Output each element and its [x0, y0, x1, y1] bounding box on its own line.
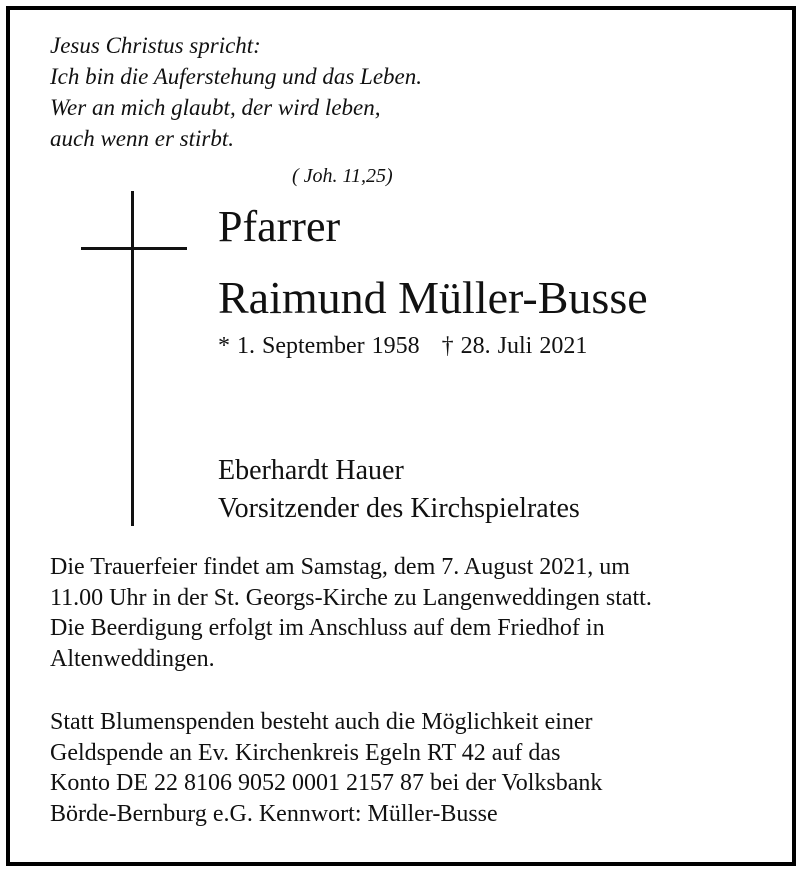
- funeral-line: Die Beerdigung erfolgt im Anschluss auf dem Friedhof in: [50, 615, 605, 641]
- verse-line: auch wenn er stirbt.: [50, 126, 234, 151]
- cross-bar: [81, 247, 187, 250]
- verse-line: Ich bin die Auferstehung und das Leben.: [50, 64, 422, 89]
- obituary-notice: [6, 6, 796, 866]
- death-date: † 28. Juli 2021: [441, 333, 588, 359]
- funeral-info: [50, 552, 652, 674]
- cross-icon: [131, 191, 134, 526]
- verse-line: Wer an mich glaubt, der wird leben,: [50, 95, 381, 120]
- signer-name: Eberhardt Hauer: [218, 455, 404, 486]
- donation-line: Geldspende an Ev. Kirchenkreis Egeln RT 42 auf das: [50, 739, 561, 766]
- donation-line: Konto DE 22 8106 9052 0001 2157 87 bei der Volksbank: [50, 770, 603, 796]
- signer-role: Vorsitzender des Kirchspielrates: [218, 493, 580, 524]
- donation-line: Börde-Bernburg e.G. Kennwort: Müller-Busse: [50, 800, 498, 827]
- deceased-name: Raimund Müller-Busse: [218, 272, 648, 323]
- donation-info: [50, 707, 602, 829]
- funeral-line: Die Trauerfeier findet am Samstag, dem 7. August 2021, um: [50, 554, 630, 580]
- donation-line: Statt Blumenspenden besteht auch die Möglichkeit einer: [50, 709, 593, 735]
- life-dates: [218, 333, 587, 360]
- verse-reference: ( Joh. 11,25): [292, 165, 393, 187]
- funeral-line: 11.00 Uhr in der St. Georgs-Kirche zu Langenweddingen statt.: [50, 584, 652, 611]
- birth-date: * 1. September 1958: [218, 333, 420, 359]
- bible-verse: [50, 30, 422, 154]
- deceased-title: Pfarrer: [218, 202, 341, 251]
- signer-block: [218, 452, 580, 528]
- verse-line: Jesus Christus spricht:: [50, 33, 261, 58]
- funeral-line: Altenweddingen.: [50, 645, 215, 672]
